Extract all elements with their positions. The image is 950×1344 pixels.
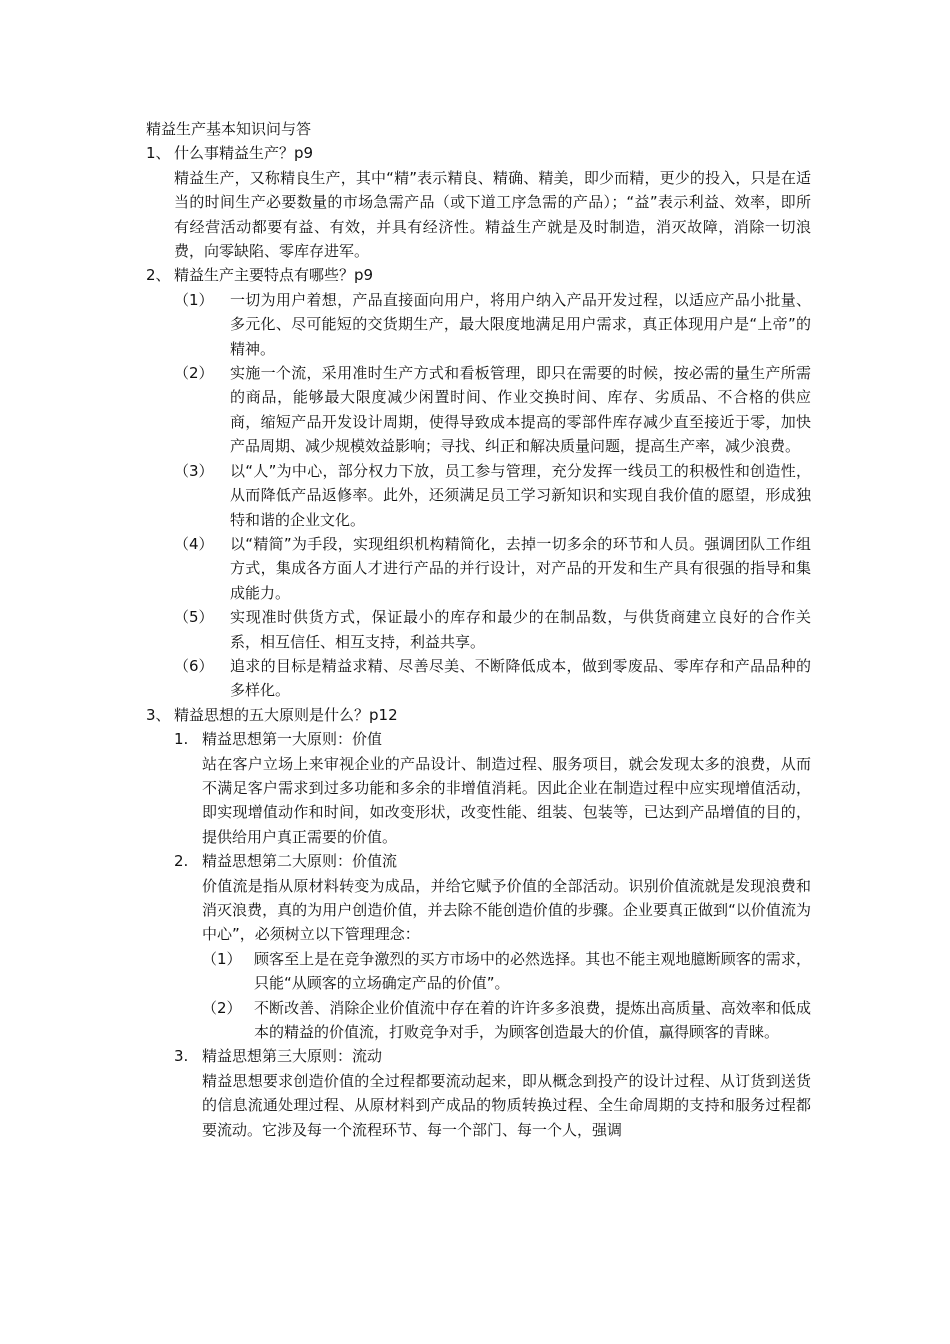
- section-heading: 精益思想第一大原则：价值: [202, 730, 383, 749]
- principle-text-1: 站在客户立场上来审视企业的产品设计、制造过程、服务项目，就会发现太多的浪费，从而不满足客户需求到过多功能和多余的非增值消耗。因此企业在制造过程中应实现增值活动，即实现增值动作和时间，如改变形状，改变性能、组装、包装等，已达到产品增值的目的，提供给用户真正需要的价值。: [202, 754, 811, 846]
- list-item: [146, 532, 811, 605]
- item-marker: （4）: [174, 534, 214, 553]
- section-heading: 精益思想第三大原则：流动: [202, 1047, 383, 1066]
- item-text: 以“精简”为手段，实现组织机构精简化，去掉一切多余的环节和人员。强调团队工作组方式，集成各方面人才进行产品的并行设计，对产品的开发和生产具有很强的指导和集成能力。: [230, 534, 811, 602]
- question-text: 精益生产主要特点有哪些？p9: [174, 266, 374, 285]
- principle-heading-1: [146, 727, 811, 751]
- item-text: 追求的目标是精益求精、尽善尽美、不断降低成本，做到零废品、零库存和产品品种的多样化。: [230, 656, 811, 700]
- question-1: [146, 141, 811, 165]
- answer-1: 精益生产，又称精良生产，其中“精”表示精良、精确、精美，即少而精，更少的投入，只是在适当的时间生产必要数量的市场急需产品（或下道工序急需的产品）；“益”表示利益、效率，即所有经营活动都要有益、有效，并具有经济性。精益生产就是及时制造，消灭故障，消除一切浪费，向零缺陷、零库存进军。: [174, 168, 811, 261]
- question-2: [146, 263, 811, 287]
- item-text: 以“人”为中心，部分权力下放，员工参与管理，充分发挥一线员工的积极性和创造性，从而降低产品返修率。此外，还须满足员工学习新知识和实现自我价值的愿望，形成独特和谐的企业文化。: [230, 461, 811, 529]
- item-marker: （6）: [174, 656, 214, 675]
- question-3: [146, 703, 811, 727]
- principle-heading-3: [146, 1044, 811, 1068]
- item-marker: （2）: [174, 364, 214, 383]
- item-marker: （1）: [174, 290, 214, 309]
- list-item: [146, 288, 811, 361]
- list-item: [146, 605, 811, 654]
- principle-heading-2: [146, 849, 811, 873]
- list-item: [146, 654, 811, 703]
- list-item: [146, 361, 811, 459]
- section-marker: 2.: [174, 852, 189, 871]
- item-text: 一切为用户着想，产品直接面向用户，将用户纳入产品开发过程，以适应产品小批量、多元化、尽可能短的交货期生产，最大限度地满足用户需求，真正体现用户是“上帝”的精神。: [230, 290, 811, 358]
- section-marker: 1.: [174, 730, 189, 749]
- sub-list-item: [146, 947, 811, 996]
- item-marker: （5）: [174, 608, 214, 627]
- question-text: 精益思想的五大原则是什么？p12: [174, 705, 398, 724]
- sub-list-item: [146, 996, 811, 1045]
- document-body: [146, 117, 811, 1142]
- item-text: 不断改善、消除企业价值流中存在着的许许多多浪费，提炼出高质量、高效率和低成本的精益的价值流，打败竞争对手，为顾客创造最大的价值，赢得顾客的青睐。: [254, 998, 811, 1042]
- item-marker: （1）: [202, 949, 242, 968]
- item-text: 实施一个流，采用准时生产方式和看板管理，即只在需要的时候，按必需的量生产所需的商品，能够最大限度减少闲置时间、作业交换时间、库存、劣质品、不合格的供应商，缩短产品开发设计周期，使得导致成本提高的零部件库存减少直至接近于零，加快产品周期、减少规模效益影响；寻找、纠正和解决质量问题，提高生产率，减少浪费。: [230, 364, 811, 456]
- question-number: 1、: [146, 144, 171, 163]
- section-marker: 3.: [174, 1047, 189, 1066]
- document-title: 精益生产基本知识问与答: [146, 120, 312, 138]
- principle-text-3: 精益思想要求创造价值的全过程都要流动起来，即从概念到投产的设计过程、从订货到送货的信息流通处理过程、从原材料到产成品的物质转换过程、全生命周期的支持和服务过程都要流动。它涉及每一个流程环节、每一个部门、每一个人，强调: [202, 1071, 811, 1139]
- list-item: [146, 459, 811, 532]
- principle-text-2: 价值流是指从原材料转变为成品，并给它赋予价值的全部活动。识别价值流就是发现浪费和消灭浪费，真的为用户创造价值，并去除不能创造价值的步骤。企业要真正做到“以价值流为中心”，必须树立以下管理理念：: [202, 876, 811, 944]
- question-number: 2、: [146, 266, 171, 285]
- item-text: 顾客至上是在竞争激烈的买方市场中的必然选择。其也不能主观地臆断顾客的需求，只能“从顾客的立场确定产品的价值”。: [254, 949, 811, 993]
- section-heading: 精益思想第二大原则：价值流: [202, 852, 398, 871]
- question-number: 3、: [146, 705, 171, 724]
- item-marker: （2）: [202, 998, 242, 1017]
- question-text: 什么事精益生产？p9: [174, 144, 314, 163]
- item-text: 实现准时供货方式，保证最小的库存和最少的在制品数，与供货商建立良好的合作关系，相互信任、相互支持，利益共享。: [230, 608, 811, 651]
- item-marker: （3）: [174, 461, 214, 480]
